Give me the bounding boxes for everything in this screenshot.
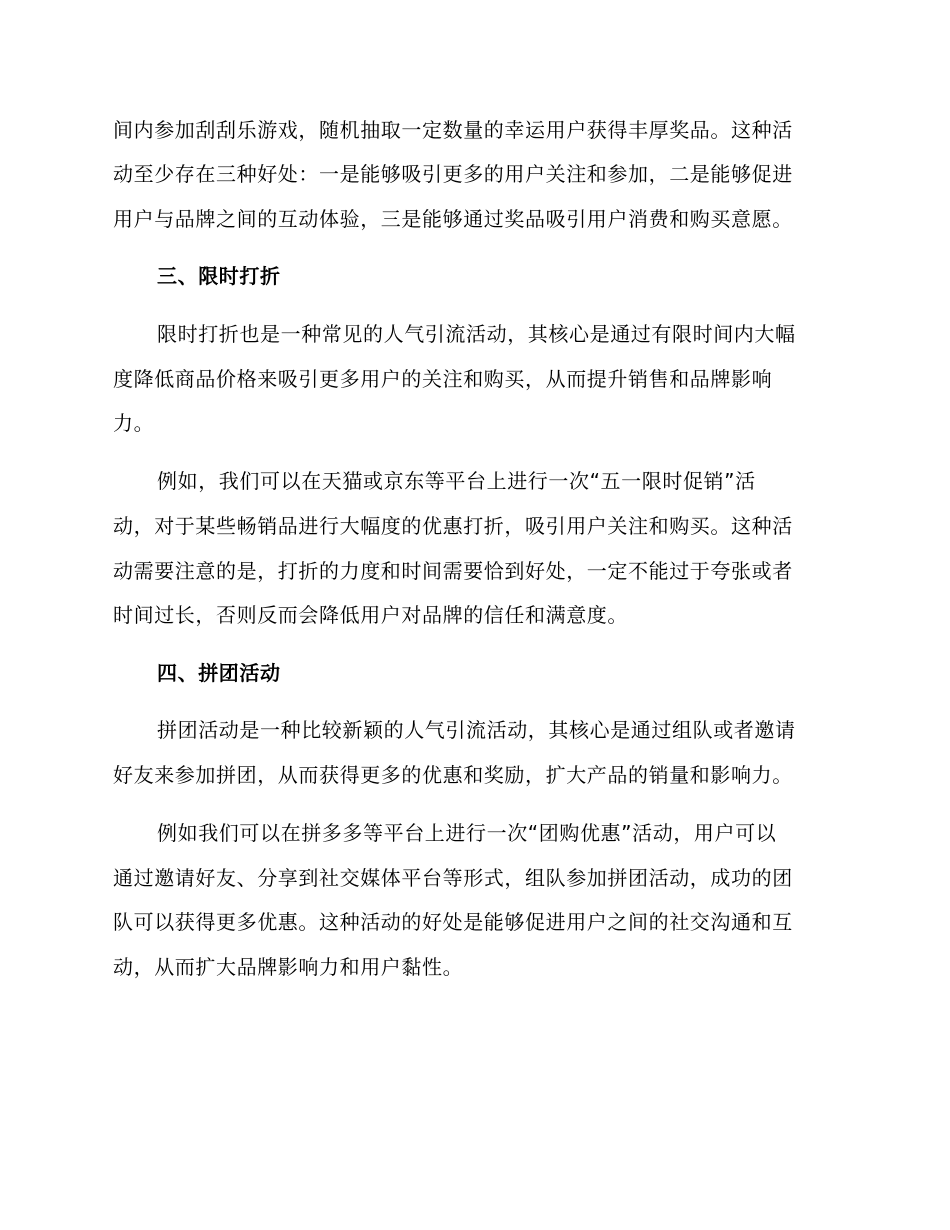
text-line: 动，对于某些畅销品进行大幅度的优惠打折，吸引用户关注和购买。这种活: [113, 514, 793, 538]
text-line: 限时打折也是一种常见的人气引流活动，其核心是通过有限时间内大幅: [157, 322, 796, 346]
text-line: 度降低商品价格来吸引更多用户的关注和购买，从而提升销售和品牌影响: [113, 367, 773, 391]
text-line: 通过邀请好友、分享到社交媒体平台等形式，组队参加拼团活动，成功的团: [113, 866, 793, 890]
text-line: 例如，我们可以在天猫或京东等平台上进行一次“五一限时促销”活: [157, 469, 756, 493]
text-line: 动需要注意的是，打折的力度和时间需要恰到好处，一定不能过于夸张或者: [113, 559, 793, 583]
text-line: 队可以获得更多优惠。这种活动的好处是能够促进用户之间的社交沟通和互: [113, 910, 793, 934]
text-line: 时间过长，否则反而会降低用户对品牌的信任和满意度。: [113, 603, 628, 627]
text-line: 用户与品牌之间的互动体验，三是能够通过奖品吸引用户消费和购买意愿。: [113, 207, 793, 231]
text-line: 动，从而扩大品牌影响力和用户黏性。: [113, 955, 464, 979]
text-line: 好友来参加拼团，从而获得更多的优惠和奖励，扩大产品的销量和影响力。: [113, 763, 793, 787]
text-line: 例如我们可以在拼多多等平台上进行一次“团购优惠”活动，用户可以: [157, 821, 777, 845]
text-line: 力。: [113, 411, 155, 435]
section-heading-group-buy: 四、拼团活动: [157, 661, 281, 685]
text-line: 拼团活动是一种比较新颖的人气引流活动，其核心是通过组队或者邀请: [157, 718, 796, 742]
text-line: 动至少存在三种好处：一是能够吸引更多的用户关注和参加，二是能够促进: [113, 162, 793, 186]
section-heading-limited-discount: 三、限时打折: [157, 264, 281, 288]
text-line: 间内参加刮刮乐游戏，随机抽取一定数量的幸运用户获得丰厚奖品。这种活: [113, 118, 793, 142]
